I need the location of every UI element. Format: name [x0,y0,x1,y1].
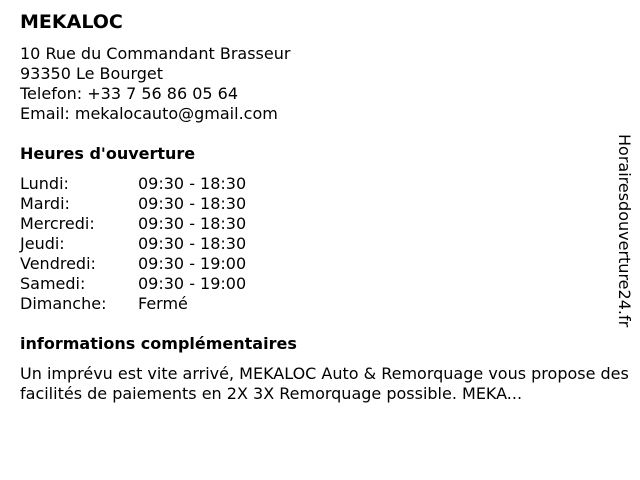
day-label: Samedi: [20,274,86,293]
additional-info-heading: informations complémentaires [20,334,297,353]
hours-row-thursday [20,234,246,254]
time-range: Fermé [138,294,188,313]
time-range: 09:30 - 19:00 [138,274,247,293]
time-range: 09:30 - 18:30 [138,214,247,233]
hours-row-wednesday [20,214,246,234]
address-street: 10 Rue du Commandant Brasseur [20,44,291,63]
day-label: Mardi: [20,194,70,213]
address-city: 93350 Le Bourget [20,64,164,83]
time-range: 09:30 - 18:30 [138,194,247,213]
business-name: MEKALOC [20,11,123,33]
time-range: 09:30 - 18:30 [138,234,247,253]
hours-row-monday [20,174,246,194]
business-card [20,10,632,404]
email-address: Email: mekalocauto@gmail.com [20,104,278,123]
opening-hours-heading: Heures d'ouverture [20,144,196,163]
day-label: Jeudi: [20,234,65,253]
day-label: Dimanche: [20,294,107,313]
hours-row-sunday [20,294,246,314]
day-label: Lundi: [20,174,69,193]
day-label: Vendredi: [20,254,96,273]
hours-row-tuesday [20,194,246,214]
additional-info-text: Un imprévu est vite arrivé, MEKALOC Auto & Remorquage vous propose des facilités de paiements en 2X 3X Remorquage possible. MEKA... [20,364,629,403]
hours-row-saturday [20,274,246,294]
site-watermark: Horairesdouverture24.fr [615,134,634,328]
hours-row-friday [20,254,246,274]
time-range: 09:30 - 18:30 [138,174,247,193]
contact-block [20,44,632,124]
phone-number: Telefon: +33 7 56 86 05 64 [20,84,239,103]
day-label: Mercredi: [20,214,95,233]
opening-hours-table [20,174,246,314]
time-range: 09:30 - 19:00 [138,254,247,273]
